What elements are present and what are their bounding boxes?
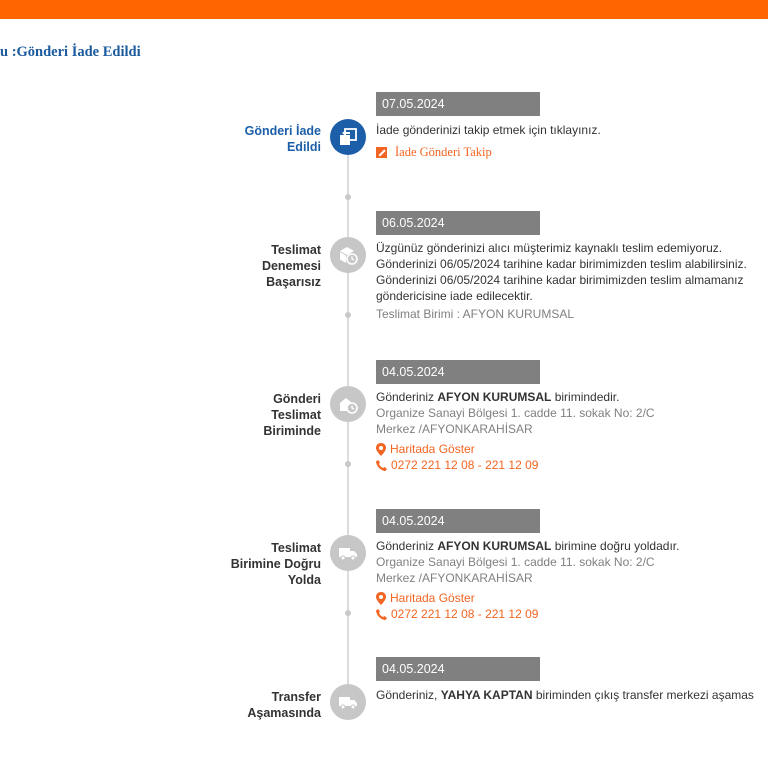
branch-address-line: Merkez /AFYONKARAHİSAR — [376, 422, 533, 436]
return-tracking-link-label: İade Gönderi Takip — [395, 145, 492, 159]
branch-address-line: Organize Sanayi Bölgesi 1. cadde 11. sokak No: 2/C — [376, 555, 655, 569]
step-description: Gönderiniz AFYON KURUMSAL birimine doğru yoldadır. — [376, 539, 680, 553]
step-label: Teslimat Birimine Doğru Yolda — [230, 541, 321, 587]
step-label: Gönderi Teslimat Biriminde — [263, 392, 321, 438]
branch-phone-link[interactable]: 0272 221 12 08 - 221 12 09 — [376, 457, 768, 473]
timeline-dot — [345, 610, 351, 616]
step-date: 06.05.2024 — [376, 211, 540, 235]
step-date: 04.05.2024 — [376, 657, 540, 681]
step-date: 04.05.2024 — [376, 509, 540, 533]
top-accent-bar — [0, 0, 768, 19]
phone-icon — [376, 460, 387, 471]
show-on-map-link[interactable]: Haritada Göster — [376, 590, 768, 606]
step-label: Teslimat Denemesi Başarısız — [261, 243, 321, 289]
timeline-dot — [345, 461, 351, 467]
step-date: 07.05.2024 — [376, 92, 540, 116]
map-pin-icon — [376, 443, 386, 456]
shipment-status-title: u :Gönderi İade Edildi — [0, 44, 141, 60]
step-description-line: Gönderinizi 06/05/2024 tarihine kadar birimimizden teslim almamanız — [376, 273, 744, 287]
step-description-line: Gönderinizi 06/05/2024 tarihine kadar birimimizden teslim alabilirsiniz. — [376, 257, 747, 271]
step-description: İade gönderinizi takip etmek için tıklayınız. — [376, 123, 601, 137]
failed-delivery-icon — [330, 237, 366, 273]
step-date: 04.05.2024 — [376, 360, 540, 384]
return-tracking-link[interactable] — [376, 144, 768, 160]
branch-clock-icon — [330, 386, 366, 422]
branch-name: AFYON KURUMSAL — [437, 539, 552, 553]
step-description-line: göndericisine iade edilecektir. — [376, 289, 533, 303]
transfer-truck-icon — [330, 684, 366, 720]
timeline-dot — [345, 312, 351, 318]
step-label: Transfer Aşamasında — [247, 690, 321, 720]
branch-name: AFYON KURUMSAL — [437, 390, 552, 404]
branch-name: YAHYA KAPTAN — [440, 688, 533, 702]
phone-icon — [376, 609, 387, 620]
branch-address-line: Organize Sanayi Bölgesi 1. cadde 11. sokak No: 2/C — [376, 406, 655, 420]
external-link-icon — [376, 147, 387, 158]
step-description-line: Üzgünüz gönderinizi alıcı müşterimiz kaynaklı teslim edemiyoruz. — [376, 241, 723, 255]
branch-phone-link[interactable]: 0272 221 12 08 - 221 12 09 — [376, 606, 768, 622]
map-pin-icon — [376, 592, 386, 605]
return-package-icon — [330, 119, 366, 155]
step-description: Gönderiniz AFYON KURUMSAL birimindedir. — [376, 390, 620, 404]
step-description: Gönderiniz, YAHYA KAPTAN biriminden çıkış transfer merkezi aşamas — [376, 688, 754, 702]
step-label: Gönderi İade Edildi — [244, 124, 321, 154]
delivery-unit-text: Teslimat Birimi : AFYON KURUMSAL — [376, 307, 575, 321]
branch-address-line: Merkez /AFYONKARAHİSAR — [376, 571, 533, 585]
timeline-dot — [345, 194, 351, 200]
delivery-truck-icon — [330, 535, 366, 571]
show-on-map-link[interactable]: Haritada Göster — [376, 441, 768, 457]
